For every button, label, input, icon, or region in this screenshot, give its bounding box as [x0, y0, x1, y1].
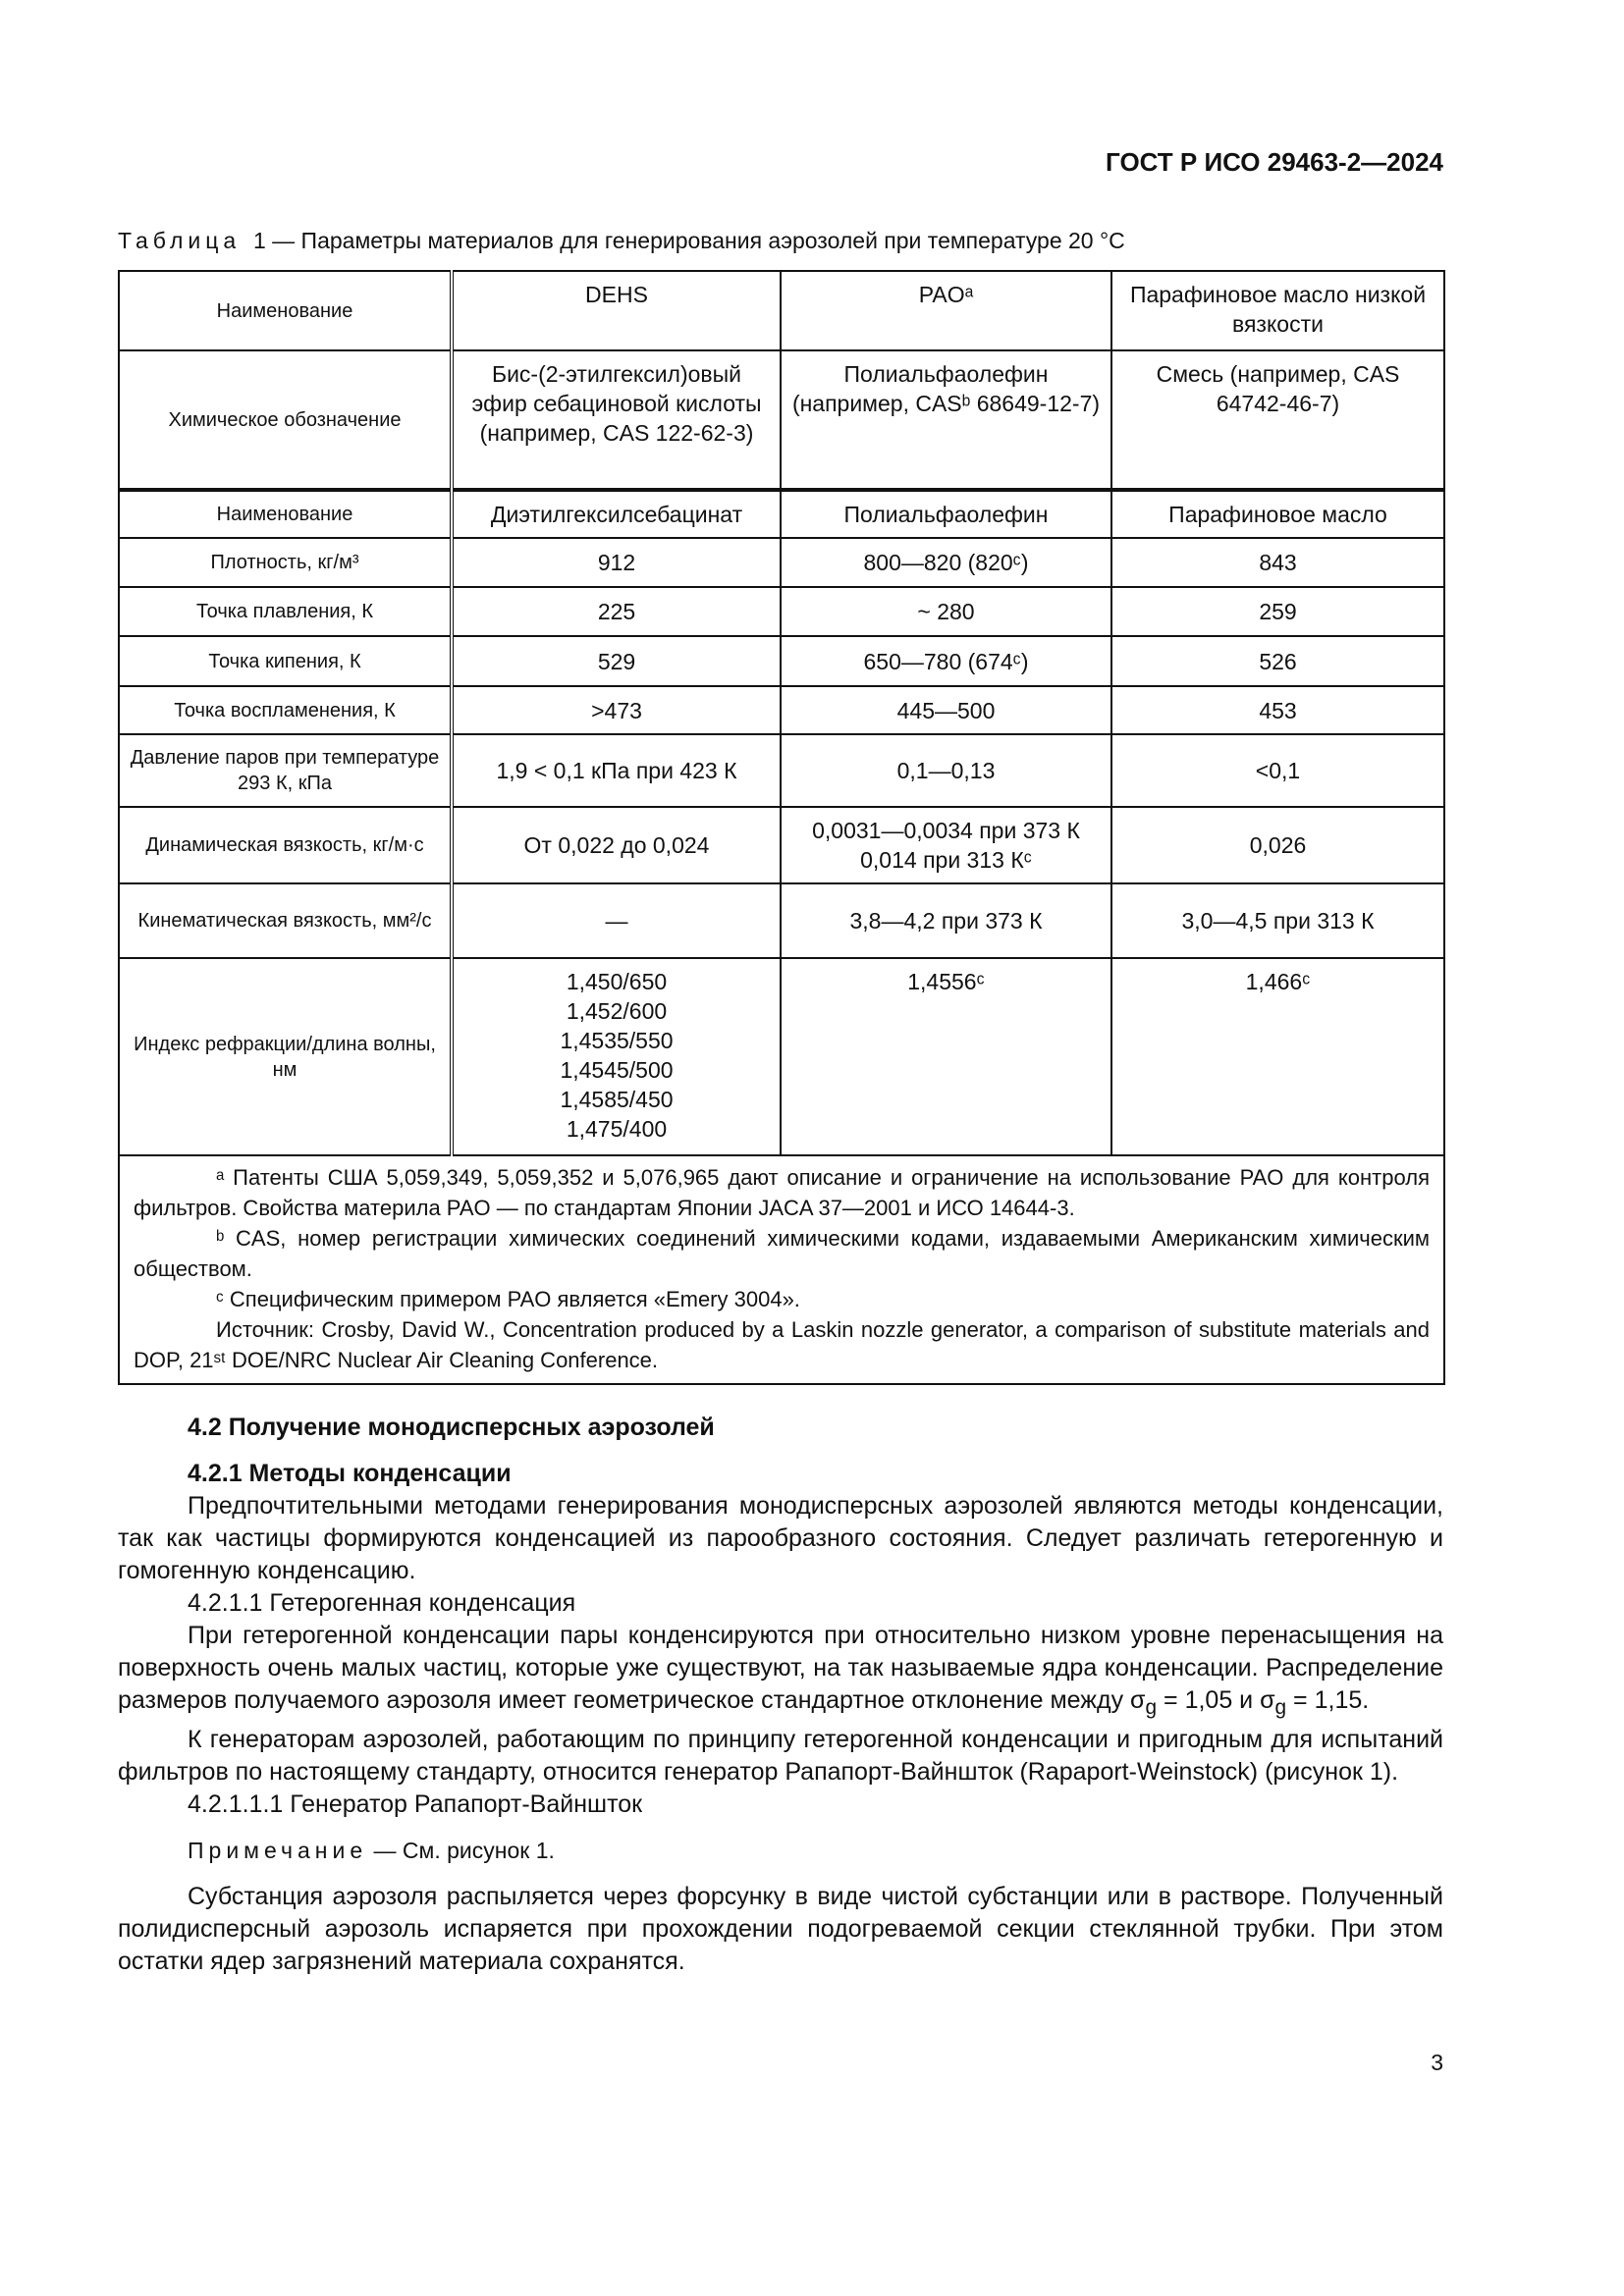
- table-cell: 843: [1111, 538, 1444, 587]
- row-label: Точка плавления, К: [119, 587, 452, 636]
- table-cell: 1,9 < 0,1 кПа при 423 К: [452, 734, 781, 807]
- table-footnote: ᵇ CAS, номер регистрации химических соединений химическими кодами, издаваемыми Американским химическим обществом.: [134, 1226, 1430, 1281]
- cell-line: 1,450/650: [566, 969, 668, 994]
- caption-text: 1 — Параметры материалов для генерирования аэрозолей при температуре 20 °C: [252, 228, 1125, 253]
- row-label: Точка кипения, К: [119, 636, 452, 686]
- paragraph: Предпочтительными методами генерирования монодисперсных аэрозолей являются методы конденсации, так как частицы формируются конденсацией из парообразного состояния. Следует различать гетерогенную и гомогенную конденсацию.: [118, 1492, 1443, 1584]
- table-row: [119, 883, 1444, 958]
- table-cell: ~ 280: [781, 587, 1111, 636]
- table-cell: 1,466ᶜ: [1111, 958, 1444, 1155]
- cell-line: 1,4535/550: [560, 1028, 674, 1053]
- note: [118, 1835, 1443, 1867]
- table-cell: DEHS: [452, 271, 781, 350]
- cell-line: 1,475/400: [566, 1116, 668, 1142]
- table-row: [119, 538, 1444, 587]
- clause-heading: 4.2.1.1.1 Генератор Рапапорт-Вайншток: [188, 1790, 643, 1818]
- table-cell: Диэтилгексилсебацинат: [452, 490, 781, 538]
- table-cell: 3,0—4,5 при 313 К: [1111, 883, 1444, 958]
- table-row: [119, 734, 1444, 807]
- table-row: [119, 686, 1444, 734]
- note-label: Примечание: [188, 1838, 368, 1863]
- table-cell: 526: [1111, 636, 1444, 686]
- table-footnote: Источник: Crosby, David W., Concentration produced by a Laskin nozzle generator, a comparison of substitute materials and DOP, 21ˢᵗ DOE/NRC Nuclear Air Cleaning Conference.: [134, 1317, 1430, 1372]
- table-cell: 259: [1111, 587, 1444, 636]
- table-row: [119, 350, 1444, 490]
- table-footnote: ᵃ Патенты США 5,059,349, 5,059,352 и 5,076,965 дают описание и ограничение на использование PAO для контроля фильтров. Свойства материла PAO — по стандартам Японии JACA 37—2001 и ИСО 14644-3.: [134, 1165, 1430, 1220]
- table-cell: От 0,022 до 0,024: [452, 807, 781, 883]
- table-caption: [118, 228, 1125, 254]
- row-label: Плотность, кг/м³: [119, 538, 452, 587]
- row-label: Кинематическая вязкость, мм²/с: [119, 883, 452, 958]
- row-label: Химическое обозначение: [119, 350, 452, 490]
- table-cell: 912: [452, 538, 781, 587]
- paragraph: Субстанция аэрозоля распыляется через форсунку в виде чистой субстанции или в растворе. Полученный полидисперсный аэрозоль испаряется при прохождении подогреваемой секции стеклянной трубки. При этом остатки ядер загрязнений материала сохранятся.: [118, 1883, 1443, 1975]
- table-row: [119, 587, 1444, 636]
- table-cell: <0,1: [1111, 734, 1444, 807]
- table-cell: —: [452, 883, 781, 958]
- table-cell: Смесь (например, CAS 64742-46-7): [1111, 350, 1444, 490]
- table-cell: PAOᵃ: [781, 271, 1111, 350]
- document-header: ГОСТ Р ИСО 29463-2—2024: [1106, 147, 1443, 177]
- table-cell: Полиальфаолефин (например, CASᵇ 68649-12-7): [781, 350, 1111, 490]
- subsection-heading: 4.2.1 Методы конденсации: [188, 1460, 512, 1487]
- table-cell: 225: [452, 587, 781, 636]
- table-cell: Парафиновое масло низкой вязкости: [1111, 271, 1444, 350]
- table-cell: [452, 958, 781, 1155]
- row-label: Динамическая вязкость, кг/м·с: [119, 807, 452, 883]
- section-heading: 4.2 Получение монодисперсных аэрозолей: [188, 1414, 715, 1441]
- cell-line: 1,452/600: [566, 998, 668, 1024]
- table-cell: Парафиновое масло: [1111, 490, 1444, 538]
- cell-line: 1,4545/500: [560, 1057, 674, 1083]
- row-label: Точка воспламенения, К: [119, 686, 452, 734]
- table-row: [119, 958, 1444, 1155]
- cell-line: 1,4585/450: [560, 1087, 674, 1112]
- table-cell: 529: [452, 636, 781, 686]
- table-cell: Бис-(2-этилгексил)овый эфир себациновой кислоты (например, CAS 122-62-3): [452, 350, 781, 490]
- materials-table: [118, 270, 1445, 1385]
- table-cell: 3,8—4,2 при 373 К: [781, 883, 1111, 958]
- table-cell: >473: [452, 686, 781, 734]
- paragraph: К генераторам аэрозолей, работающим по принципу гетерогенной конденсации и пригодным для испытаний фильтров по настоящему стандарту, относится генератор Рапапорт-Вайншток (Rapaport-Weinstock) (рисунок 1).: [118, 1726, 1443, 1786]
- table-row: [119, 807, 1444, 883]
- note-text: — См. рисунок 1.: [373, 1838, 555, 1863]
- table-cell: Полиальфаолефин: [781, 490, 1111, 538]
- table-row: [119, 271, 1444, 350]
- table-cell: 445—500: [781, 686, 1111, 734]
- table-cell: 0,1—0,13: [781, 734, 1111, 807]
- row-label: Наименование: [119, 271, 452, 350]
- table-cell: 0,0031—0,0034 при 373 К 0,014 при 313 Кᶜ: [781, 807, 1111, 883]
- table-cell: 0,026: [1111, 807, 1444, 883]
- body-text: [118, 1412, 1443, 1978]
- table-row: [119, 636, 1444, 686]
- caption-label: Таблица: [118, 228, 242, 253]
- table-cell: 650—780 (674ᶜ): [781, 636, 1111, 686]
- table-cell: 453: [1111, 686, 1444, 734]
- table-cell: 1,4556ᶜ: [781, 958, 1111, 1155]
- table-notes: [119, 1155, 1444, 1384]
- row-label: Давление паров при температуре 293 К, кПа: [119, 734, 452, 807]
- table-footnote: ᶜ Специфическим примером PAO является «Emery 3004».: [216, 1287, 800, 1311]
- table-notes-row: [119, 1155, 1444, 1384]
- row-label: Наименование: [119, 490, 452, 538]
- clause-heading: 4.2.1.1 Гетерогенная конденсация: [188, 1589, 576, 1617]
- row-label: Индекс рефракции/длина волны, нм: [119, 958, 452, 1155]
- paragraph: При гетерогенной конденсации пары конденсируются при относительно низком уровне перенасыщения на поверхность очень малых частиц, которые уже существуют, на так называемые ядра конденсации. Распределение размеров получаемого аэрозоля имеет геометрическое стандартное отклонение между $\sigma_g = 1,05$ и $\sigma_g = 1,15$.: [118, 1622, 1443, 1719]
- table-cell: 800—820 (820ᶜ): [781, 538, 1111, 587]
- table-row: [119, 490, 1444, 538]
- page-number: 3: [1431, 2050, 1443, 2075]
